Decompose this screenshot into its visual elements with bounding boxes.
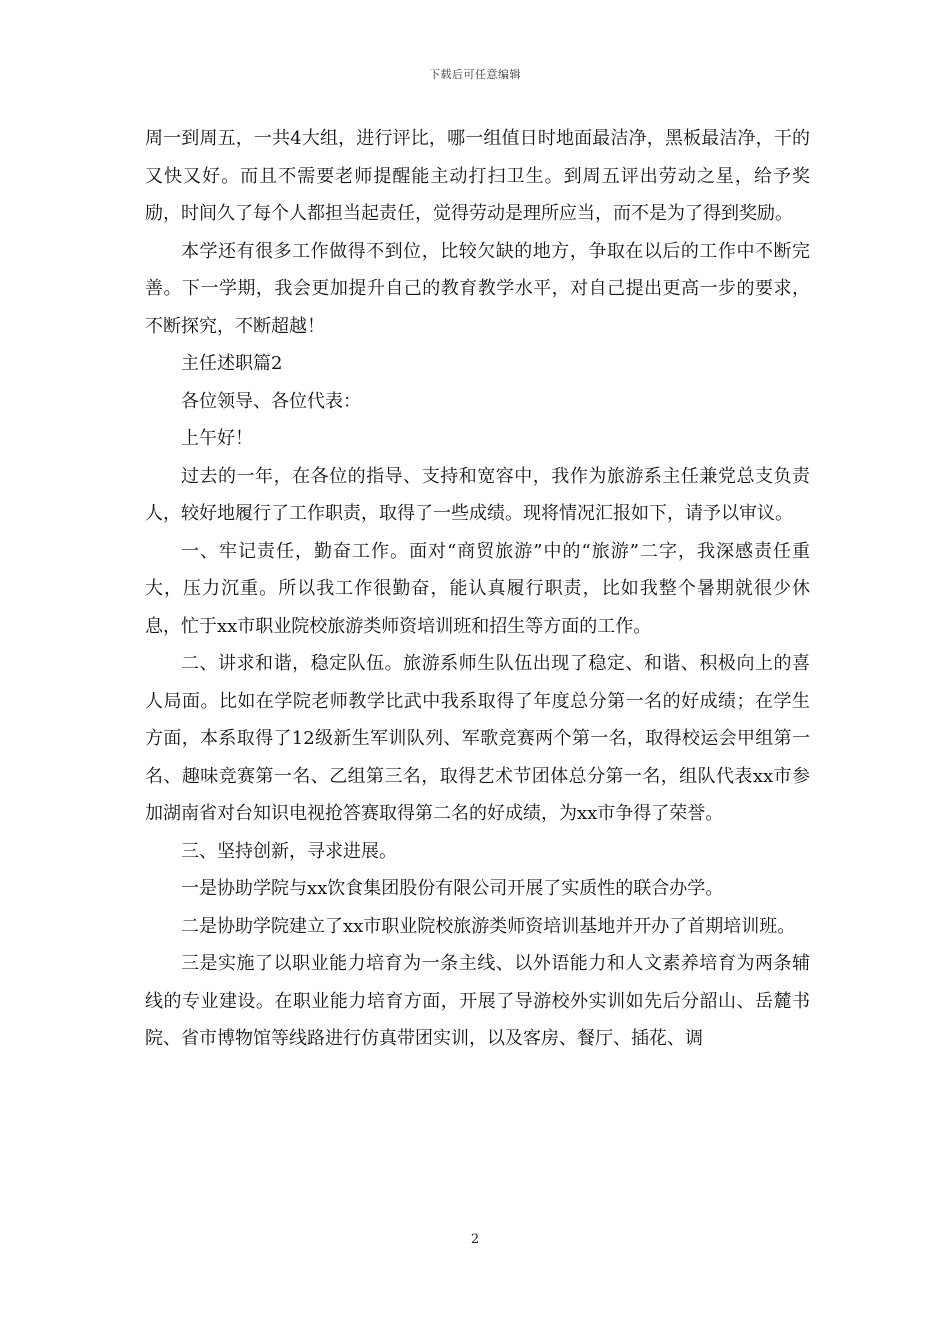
greeting: 上午好！ [181,428,253,449]
subheading: 三、坚持创新，寻求进展。 [181,840,397,862]
paragraph: 本学还有很多工作做得不到位，比较欠缺的地方，争取在以后的工作中不断完善。下一学期，我会更加提升自己的教育教学水平，对自己提出更高一步的要求，不断探究，不断超越！ [145,240,810,337]
page-header: 下载后可任意编辑 [429,68,521,81]
paragraph: 三是实施了以职业能力培育为一条主线、以外语能力和人文素养培育为两条辅线的专业建设。在职业能力培育方面，开展了导游校外实训如先后分韶山、岳麓书院、省市博物馆等线路进行仿真带团实训，以及客房、餐厅、插花、调 [145,953,810,1049]
paragraph: 周一到周五，一共4大组，进行评比，哪一组值日时地面最洁净，黑板最洁净，干的又快又好。而且不需要老师提醒能主动打扫卫生。到周五评出劳动之星，给予奖励，时间久了每个人都担当起责任，觉得劳动是理所应当，而不是为了得到奖励。 [145,128,810,224]
document-body [145,120,810,1058]
paragraph: 二是协助学院建立了xx市职业院校旅游类师资培训基地并开办了首期培训班。 [181,915,796,937]
paragraph: 一、牢记责任，勤奋工作。面对“商贸旅游”中的“旅游”二字，我深感责任重大，压力沉重。所以我工作很勤奋，能认真履行职责，比如我整个暑期就很少休息，忙于xx市职业院校旅游类师资培训班和招生等方面的工作。 [145,540,810,637]
paragraph: 一是协助学院与xx饮食集团股份有限公司开展了实质性的联合办学。 [181,878,724,899]
salutation: 各位领导、各位代表： [181,390,361,412]
section-title: 主任述职篇2 [181,353,283,374]
paragraph: 过去的一年，在各位的指导、支持和宽容中，我作为旅游系主任兼党总支负责人，较好地履行了工作职责，取得了一些成绩。现将情况汇报如下，请予以审议。 [145,465,810,524]
paragraph: 二、讲求和谐，稳定队伍。旅游系师生队伍出现了稳定、和谐、积极向上的喜人局面。比如在学院老师教学比武中我系取得了年度总分第一名的好成绩；在学生方面，本系取得了12级新生军训队列、军歌竞赛两个第一名，取得校运会甲组第一名、趣味竞赛第一名、乙组第三名，取得艺术节团体总分第一名，组队代表xx市参加湖南省对台知识电视抢答赛取得第二名的好成绩，为xx市争得了荣誉。 [145,653,810,824]
page-number: 2 [470,1232,480,1247]
